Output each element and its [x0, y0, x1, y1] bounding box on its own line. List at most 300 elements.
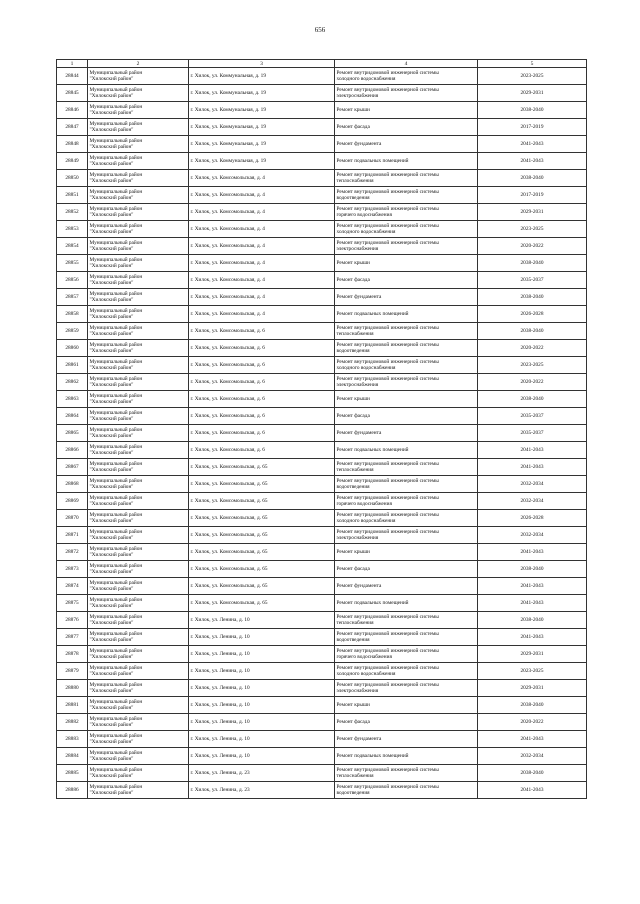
- district-line-2: "Хилокский район": [89, 637, 134, 643]
- district-cell: [88, 408, 189, 425]
- work-type-line-2: водоотведения: [336, 195, 370, 201]
- work-type-line-1: Ремонт подвальных помещений: [336, 311, 409, 317]
- period-cell: 2041-2043: [478, 136, 587, 153]
- period-cell: 2041-2043: [478, 459, 587, 476]
- district-cell: [88, 289, 189, 306]
- period-cell: 2029-2031: [478, 646, 587, 663]
- work-type-line-2: холодного водоснабжения: [336, 671, 396, 677]
- address-cell: г. Хилок, ул. Ленина, д. 10: [189, 646, 335, 663]
- work-type-cell: [335, 170, 478, 187]
- address-cell: г. Хилок, ул. Коммунальная, д. 19: [189, 119, 335, 136]
- district-line-1: Муниципальный район: [89, 546, 143, 552]
- table-row: [57, 612, 587, 629]
- page-number: 656: [314, 26, 326, 34]
- work-type-cell: [335, 374, 478, 391]
- district-line-1: Муниципальный район: [89, 206, 143, 212]
- table-row: [57, 289, 587, 306]
- district-line-2: "Хилокский район": [89, 76, 134, 82]
- district-line-1: Муниципальный район: [89, 342, 143, 348]
- period-cell: 2038-2040: [478, 765, 587, 782]
- work-type-cell: [335, 493, 478, 510]
- work-type-line-1: Ремонт подвальных помещений: [336, 447, 409, 453]
- period-cell: 2041-2043: [478, 153, 587, 170]
- work-type-line-1: Ремонт крыши: [336, 260, 370, 266]
- work-type-cell: [335, 255, 478, 272]
- district-cell: [88, 221, 189, 238]
- work-type-cell: [335, 527, 478, 544]
- district-line-1: Муниципальный район: [89, 529, 143, 535]
- row-number: 28870: [57, 510, 88, 527]
- district-line-1: Муниципальный район: [89, 597, 143, 603]
- address-cell: г. Хилок, ул. Комсомольская, д. 4: [189, 255, 335, 272]
- table-body: [57, 68, 587, 799]
- row-number: 28847: [57, 119, 88, 136]
- district-line-1: Муниципальный район: [89, 257, 143, 263]
- district-cell: [88, 187, 189, 204]
- district-line-2: "Хилокский район": [89, 705, 134, 711]
- period-cell: 2032-2034: [478, 748, 587, 765]
- work-type-cell: [335, 119, 478, 136]
- work-type-cell: [335, 714, 478, 731]
- work-type-cell: [335, 306, 478, 323]
- row-number: 28861: [57, 357, 88, 374]
- period-cell: 2023-2025: [478, 68, 587, 85]
- district-line-2: "Хилокский район": [89, 161, 134, 167]
- period-cell: 2020-2022: [478, 340, 587, 357]
- row-number: 28881: [57, 697, 88, 714]
- district-cell: [88, 748, 189, 765]
- period-cell: 2035-2037: [478, 272, 587, 289]
- address-cell: г. Хилок, ул. Комсомольская, д. 4: [189, 170, 335, 187]
- works-table: [56, 59, 587, 799]
- address-cell: г. Хилок, ул. Комсомольская, д. 4: [189, 272, 335, 289]
- column-header: 2: [88, 60, 189, 68]
- district-line-2: "Хилокский район": [89, 263, 134, 269]
- work-type-line-1: Ремонт внутридомовой инженерной системы: [336, 223, 439, 229]
- work-type-cell: [335, 136, 478, 153]
- district-line-2: "Хилокский район": [89, 518, 134, 524]
- work-type-line-2: холодного водоснабжения: [336, 365, 396, 371]
- row-number: 28871: [57, 527, 88, 544]
- table-row: [57, 170, 587, 187]
- period-cell: 2041-2043: [478, 731, 587, 748]
- district-cell: [88, 136, 189, 153]
- work-type-line-1: Ремонт внутридомовой инженерной системы: [336, 359, 439, 365]
- row-number: 28868: [57, 476, 88, 493]
- period-cell: 2020-2022: [478, 374, 587, 391]
- table-row: [57, 187, 587, 204]
- table-row: [57, 153, 587, 170]
- row-number: 28858: [57, 306, 88, 323]
- district-cell: [88, 153, 189, 170]
- table-row: [57, 595, 587, 612]
- address-cell: г. Хилок, ул. Ленина, д. 10: [189, 714, 335, 731]
- work-type-line-1: Ремонт фундамента: [336, 430, 382, 436]
- district-line-1: Муниципальный район: [89, 631, 143, 637]
- table-row: [57, 391, 587, 408]
- period-cell: 2038-2040: [478, 255, 587, 272]
- district-line-1: Муниципальный район: [89, 427, 143, 433]
- period-cell: 2041-2043: [478, 442, 587, 459]
- district-cell: [88, 612, 189, 629]
- district-line-1: Муниципальный район: [89, 410, 143, 416]
- work-type-line-2: теплоснабжения: [336, 620, 374, 626]
- district-line-1: Муниципальный район: [89, 121, 143, 127]
- work-type-line-1: Ремонт фундамента: [336, 294, 382, 300]
- row-number: 28848: [57, 136, 88, 153]
- period-cell: 2041-2043: [478, 544, 587, 561]
- address-cell: г. Хилок, ул. Комсомольская, д. 65: [189, 527, 335, 544]
- table-row: [57, 663, 587, 680]
- work-type-line-2: холодного водоснабжения: [336, 76, 396, 82]
- work-type-line-2: электроснабжения: [336, 93, 379, 99]
- district-line-2: "Хилокский район": [89, 790, 134, 796]
- district-line-1: Муниципальный район: [89, 461, 143, 467]
- period-cell: 2035-2037: [478, 425, 587, 442]
- work-type-cell: [335, 663, 478, 680]
- district-line-2: "Хилокский район": [89, 399, 134, 405]
- work-type-cell: [335, 782, 478, 799]
- district-line-2: "Хилокский район": [89, 212, 134, 218]
- district-line-1: Муниципальный район: [89, 87, 143, 93]
- address-cell: г. Хилок, ул. Коммунальная, д. 19: [189, 102, 335, 119]
- table-row: [57, 578, 587, 595]
- row-number: 28880: [57, 680, 88, 697]
- work-type-line-1: Ремонт внутридомовой инженерной системы: [336, 342, 439, 348]
- work-type-line-1: Ремонт внутридомовой инженерной системы: [336, 665, 439, 671]
- address-cell: г. Хилок, ул. Комсомольская, д. 65: [189, 476, 335, 493]
- table-row: [57, 629, 587, 646]
- work-type-cell: [335, 221, 478, 238]
- address-cell: г. Хилок, ул. Комсомольская, д. 6: [189, 374, 335, 391]
- address-cell: г. Хилок, ул. Коммунальная, д. 19: [189, 153, 335, 170]
- row-number: 28852: [57, 204, 88, 221]
- district-cell: [88, 680, 189, 697]
- work-type-line-1: Ремонт внутридомовой инженерной системы: [336, 648, 439, 654]
- table-row: [57, 119, 587, 136]
- district-line-2: "Хилокский район": [89, 603, 134, 609]
- row-number: 28854: [57, 238, 88, 255]
- address-cell: г. Хилок, ул. Комсомольская, д. 4: [189, 289, 335, 306]
- district-line-2: "Хилокский район": [89, 297, 134, 303]
- period-cell: 2032-2034: [478, 476, 587, 493]
- district-line-2: "Хилокский район": [89, 195, 134, 201]
- period-cell: 2026-2028: [478, 510, 587, 527]
- district-line-1: Муниципальный район: [89, 648, 143, 654]
- table-row: [57, 408, 587, 425]
- district-line-1: Муниципальный район: [89, 155, 143, 161]
- table-row: [57, 765, 587, 782]
- work-type-cell: [335, 102, 478, 119]
- table-row: [57, 255, 587, 272]
- work-type-line-1: Ремонт крыши: [336, 396, 370, 402]
- table-row: [57, 323, 587, 340]
- work-type-line-1: Ремонт фасада: [336, 566, 370, 572]
- district-line-1: Муниципальный район: [89, 376, 143, 382]
- district-line-2: "Хилокский район": [89, 654, 134, 660]
- row-number: 28885: [57, 765, 88, 782]
- district-line-2: "Хилокский район": [89, 586, 134, 592]
- district-line-2: "Хилокский район": [89, 144, 134, 150]
- table-row: [57, 340, 587, 357]
- district-cell: [88, 255, 189, 272]
- district-line-1: Муниципальный район: [89, 444, 143, 450]
- district-line-1: Муниципальный район: [89, 291, 143, 297]
- district-line-2: "Хилокский район": [89, 110, 134, 116]
- work-type-cell: [335, 748, 478, 765]
- district-line-1: Муниципальный район: [89, 716, 143, 722]
- district-cell: [88, 391, 189, 408]
- work-type-line-1: Ремонт фасада: [336, 719, 370, 725]
- address-cell: г. Хилок, ул. Комсомольская, д. 6: [189, 408, 335, 425]
- district-cell: [88, 68, 189, 85]
- period-cell: 2032-2034: [478, 493, 587, 510]
- table-row: [57, 544, 587, 561]
- period-cell: 2038-2040: [478, 102, 587, 119]
- work-type-cell: [335, 391, 478, 408]
- district-line-2: "Хилокский район": [89, 93, 134, 99]
- district-cell: [88, 510, 189, 527]
- work-type-cell: [335, 408, 478, 425]
- address-cell: г. Хилок, ул. Комсомольская, д. 6: [189, 323, 335, 340]
- district-line-2: "Хилокский район": [89, 552, 134, 558]
- district-line-1: Муниципальный район: [89, 308, 143, 314]
- district-line-1: Муниципальный район: [89, 359, 143, 365]
- period-cell: 2023-2025: [478, 221, 587, 238]
- district-line-1: Муниципальный район: [89, 104, 143, 110]
- row-number: 28856: [57, 272, 88, 289]
- work-type-line-1: Ремонт подвальных помещений: [336, 158, 409, 164]
- table-row: [57, 306, 587, 323]
- address-cell: г. Хилок, ул. Комсомольская, д. 4: [189, 204, 335, 221]
- column-header: 1: [57, 60, 88, 68]
- work-type-cell: [335, 629, 478, 646]
- work-type-cell: [335, 510, 478, 527]
- work-type-line-1: Ремонт внутридомовой инженерной системы: [336, 87, 439, 93]
- district-line-1: Муниципальный район: [89, 784, 143, 790]
- work-type-line-1: Ремонт внутридомовой инженерной системы: [336, 478, 439, 484]
- district-line-1: Муниципальный район: [89, 189, 143, 195]
- period-cell: 2038-2040: [478, 170, 587, 187]
- period-cell: 2041-2043: [478, 782, 587, 799]
- work-type-line-1: Ремонт внутридомовой инженерной системы: [336, 631, 439, 637]
- district-line-1: Муниципальный район: [89, 767, 143, 773]
- district-line-2: "Хилокский район": [89, 127, 134, 133]
- work-type-cell: [335, 697, 478, 714]
- address-cell: г. Хилок, ул. Ленина, д. 10: [189, 748, 335, 765]
- district-cell: [88, 306, 189, 323]
- district-line-1: Муниципальный район: [89, 274, 143, 280]
- work-type-line-1: Ремонт внутридомовой инженерной системы: [336, 529, 439, 535]
- work-type-cell: [335, 289, 478, 306]
- work-type-line-2: водоотведения: [336, 484, 370, 490]
- district-line-2: "Хилокский район": [89, 773, 134, 779]
- district-line-1: Муниципальный район: [89, 665, 143, 671]
- address-cell: г. Хилок, ул. Ленина, д. 10: [189, 629, 335, 646]
- district-line-2: "Хилокский район": [89, 229, 134, 235]
- district-line-2: "Хилокский район": [89, 246, 134, 252]
- work-type-cell: [335, 731, 478, 748]
- district-line-2: "Хилокский район": [89, 671, 134, 677]
- district-line-2: "Хилокский район": [89, 348, 134, 354]
- work-type-line-1: Ремонт внутридомовой инженерной системы: [336, 614, 439, 620]
- district-line-2: "Хилокский район": [89, 722, 134, 728]
- table-row: [57, 748, 587, 765]
- table-row: [57, 697, 587, 714]
- row-number: 28849: [57, 153, 88, 170]
- work-type-cell: [335, 561, 478, 578]
- work-type-line-1: Ремонт внутридомовой инженерной системы: [336, 240, 439, 246]
- address-cell: г. Хилок, ул. Ленина, д. 23: [189, 765, 335, 782]
- row-number: 28875: [57, 595, 88, 612]
- column-header: 4: [335, 60, 478, 68]
- period-cell: 2026-2028: [478, 306, 587, 323]
- district-line-1: Муниципальный район: [89, 393, 143, 399]
- work-type-line-1: Ремонт фасада: [336, 277, 370, 283]
- district-cell: [88, 357, 189, 374]
- district-line-2: "Хилокский район": [89, 382, 134, 388]
- row-number: 28872: [57, 544, 88, 561]
- work-type-line-1: Ремонт внутридомовой инженерной системы: [336, 682, 439, 688]
- row-number: 28859: [57, 323, 88, 340]
- district-line-2: "Хилокский район": [89, 314, 134, 320]
- address-cell: г. Хилок, ул. Ленина, д. 10: [189, 697, 335, 714]
- row-number: 28882: [57, 714, 88, 731]
- district-line-2: "Хилокский район": [89, 620, 134, 626]
- period-cell: 2029-2031: [478, 680, 587, 697]
- district-cell: [88, 595, 189, 612]
- district-cell: [88, 578, 189, 595]
- row-number: 28851: [57, 187, 88, 204]
- row-number: 28873: [57, 561, 88, 578]
- work-type-line-2: водоотведения: [336, 790, 370, 796]
- district-cell: [88, 442, 189, 459]
- period-cell: 2041-2043: [478, 578, 587, 595]
- district-line-1: Муниципальный район: [89, 240, 143, 246]
- work-type-cell: [335, 272, 478, 289]
- work-type-cell: [335, 544, 478, 561]
- row-number: 28863: [57, 391, 88, 408]
- row-number: 28862: [57, 374, 88, 391]
- district-cell: [88, 629, 189, 646]
- period-cell: 2023-2025: [478, 357, 587, 374]
- district-cell: [88, 102, 189, 119]
- work-type-line-1: Ремонт внутридомовой инженерной системы: [336, 325, 439, 331]
- address-cell: г. Хилок, ул. Ленина, д. 10: [189, 680, 335, 697]
- district-line-2: "Хилокский район": [89, 365, 134, 371]
- address-cell: г. Хилок, ул. Комсомольская, д. 4: [189, 306, 335, 323]
- table-row: [57, 204, 587, 221]
- address-cell: г. Хилок, ул. Комсомольская, д. 65: [189, 493, 335, 510]
- work-type-cell: [335, 765, 478, 782]
- district-cell: [88, 714, 189, 731]
- work-type-line-2: водоотведения: [336, 637, 370, 643]
- work-type-cell: [335, 323, 478, 340]
- row-number: 28869: [57, 493, 88, 510]
- district-line-1: Муниципальный район: [89, 733, 143, 739]
- district-line-1: Муниципальный район: [89, 750, 143, 756]
- district-line-2: "Хилокский район": [89, 331, 134, 337]
- table-row: [57, 561, 587, 578]
- work-type-line-1: Ремонт фундамента: [336, 141, 382, 147]
- district-line-1: Муниципальный район: [89, 699, 143, 705]
- work-type-cell: [335, 425, 478, 442]
- district-line-1: Муниципальный район: [89, 70, 143, 76]
- work-type-cell: [335, 153, 478, 170]
- work-type-line-1: Ремонт внутридомовой инженерной системы: [336, 495, 439, 501]
- district-cell: [88, 663, 189, 680]
- period-cell: 2038-2040: [478, 323, 587, 340]
- address-cell: г. Хилок, ул. Комсомольская, д. 6: [189, 391, 335, 408]
- row-number: 28878: [57, 646, 88, 663]
- work-type-line-2: водоотведения: [336, 348, 370, 354]
- period-cell: 2038-2040: [478, 561, 587, 578]
- work-type-line-2: электроснабжения: [336, 246, 379, 252]
- district-cell: [88, 425, 189, 442]
- work-type-cell: [335, 459, 478, 476]
- district-line-2: "Хилокский район": [89, 178, 134, 184]
- district-cell: [88, 340, 189, 357]
- address-cell: г. Хилок, ул. Комсомольская, д. 65: [189, 510, 335, 527]
- work-type-line-1: Ремонт крыши: [336, 702, 370, 708]
- period-cell: 2020-2022: [478, 714, 587, 731]
- district-cell: [88, 493, 189, 510]
- work-type-line-1: Ремонт фундамента: [336, 736, 382, 742]
- work-type-line-2: теплоснабжения: [336, 178, 374, 184]
- table-row: [57, 527, 587, 544]
- work-type-cell: [335, 578, 478, 595]
- work-type-cell: [335, 187, 478, 204]
- work-type-line-2: горячего водоснабжения: [336, 212, 392, 218]
- district-line-2: "Хилокский район": [89, 467, 134, 473]
- work-type-cell: [335, 442, 478, 459]
- address-cell: г. Хилок, ул. Ленина, д. 10: [189, 612, 335, 629]
- work-type-line-2: электроснабжения: [336, 688, 379, 694]
- period-cell: 2038-2040: [478, 612, 587, 629]
- table-row: [57, 425, 587, 442]
- address-cell: г. Хилок, ул. Комсомольская, д. 65: [189, 595, 335, 612]
- column-header: 3: [189, 60, 335, 68]
- address-cell: г. Хилок, ул. Комсомольская, д. 65: [189, 578, 335, 595]
- district-cell: [88, 561, 189, 578]
- table-row: [57, 374, 587, 391]
- district-cell: [88, 459, 189, 476]
- period-cell: 2017-2019: [478, 119, 587, 136]
- district-cell: [88, 476, 189, 493]
- work-type-line-1: Ремонт фасада: [336, 124, 370, 130]
- district-line-1: Муниципальный район: [89, 172, 143, 178]
- address-cell: г. Хилок, ул. Коммунальная, д. 19: [189, 68, 335, 85]
- district-line-1: Муниципальный район: [89, 138, 143, 144]
- work-type-line-1: Ремонт внутридомовой инженерной системы: [336, 206, 439, 212]
- work-type-line-1: Ремонт внутридомовой инженерной системы: [336, 172, 439, 178]
- address-cell: г. Хилок, ул. Комсомольская, д. 6: [189, 357, 335, 374]
- work-type-line-1: Ремонт внутридомовой инженерной системы: [336, 461, 439, 467]
- work-type-line-1: Ремонт внутридомовой инженерной системы: [336, 70, 439, 76]
- address-cell: г. Хилок, ул. Коммунальная, д. 19: [189, 85, 335, 102]
- district-cell: [88, 544, 189, 561]
- header-row: [57, 60, 587, 68]
- district-cell: [88, 374, 189, 391]
- row-number: 28879: [57, 663, 88, 680]
- district-line-2: "Хилокский район": [89, 280, 134, 286]
- work-type-cell: [335, 680, 478, 697]
- district-line-1: Муниципальный район: [89, 580, 143, 586]
- work-type-line-2: электроснабжения: [336, 382, 379, 388]
- district-line-1: Муниципальный район: [89, 563, 143, 569]
- work-type-line-1: Ремонт фасада: [336, 413, 370, 419]
- table-row: [57, 493, 587, 510]
